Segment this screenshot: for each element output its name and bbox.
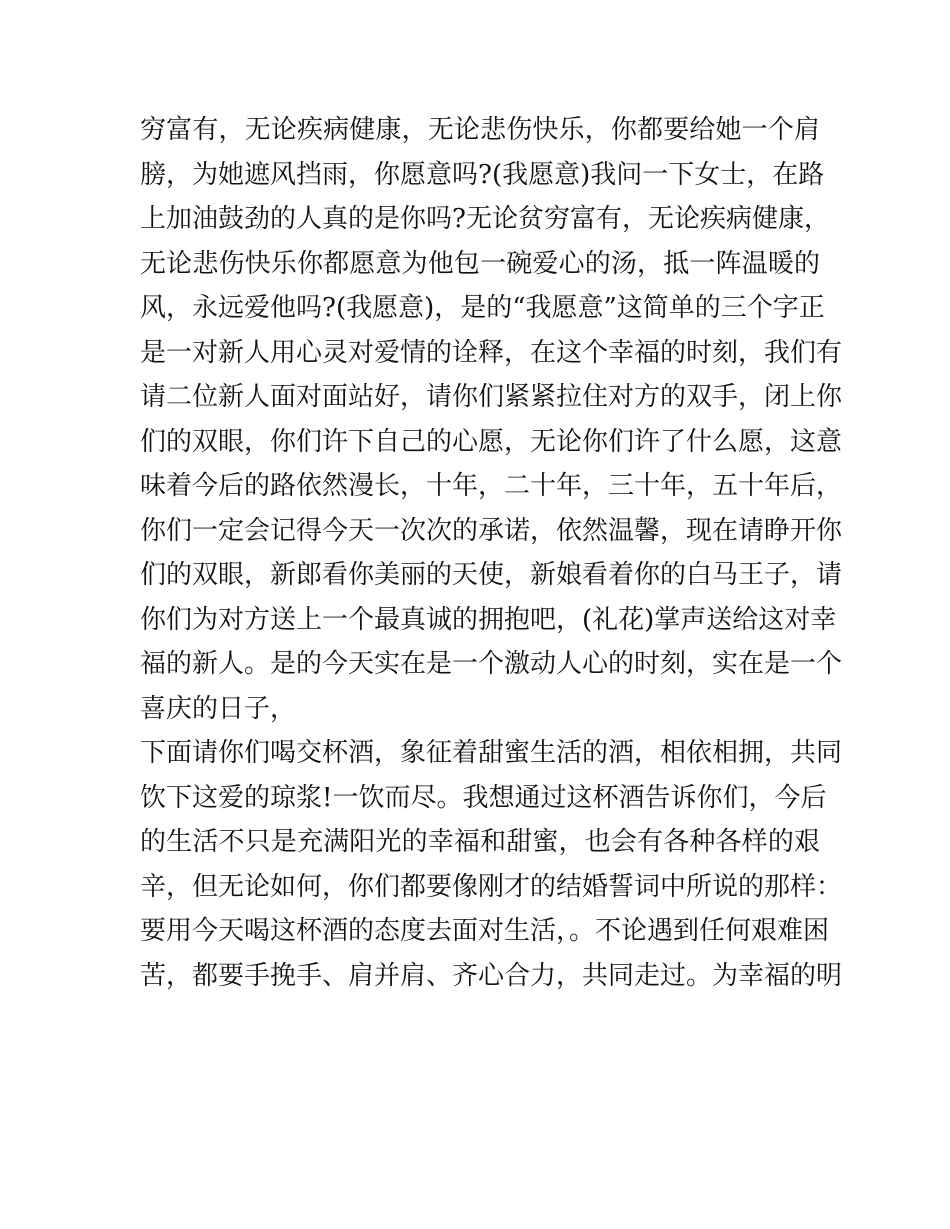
text-line: 辛，但无论如何，你们都要像刚才的结婚誓词中所说的那样： — [140, 871, 843, 902]
text-line: 你们一定会记得今天一次次的承诺，依然温馨，现在请睁开你 — [140, 515, 843, 546]
text-line: 上加油鼓劲的人真的是你吗?无论贫穷富有，无论疾病健康， — [140, 204, 830, 234]
text-line: 苦，都要手挽手、肩并肩、齐心合力，共同走过。为幸福的明 — [140, 960, 843, 991]
text-line: 的生活不只是充满阳光的幸福和甜蜜，也会有各种各样的艰 — [140, 827, 820, 857]
text-line: 穷富有，无论疾病健康，无论悲伤快乐，你都要给她一个肩 — [140, 115, 820, 145]
text-line: 膀，为她遮风挡雨，你愿意吗?(我愿意)我问一下女士，在路 — [140, 159, 825, 190]
text-line: 饮下这爱的琼浆!一饮而尽。我想通过这杯酒告诉你们，今后 — [140, 782, 827, 813]
text-line: 味着今后的路依然漫长，十年，二十年，三十年，五十年后， — [140, 471, 843, 501]
text-line: 福的新人。是的今天实在是一个激动人心的时刻，实在是一个 — [140, 649, 843, 679]
text-line: 喜庆的日子， — [140, 693, 297, 724]
text-line: 你们为对方送上一个最真诚的拥抱吧，(礼花)掌声送给这对幸 — [140, 604, 837, 635]
text-line: 请二位新人面对面站好，请你们紧紧拉住对方的双手，闭上你 — [140, 382, 843, 412]
text-line: 们的双眼，新郎看你美丽的天使，新娘看着你的白马王子，请 — [140, 560, 843, 590]
text-line: 是一对新人用心灵对爱情的诠释，在这个幸福的时刻，我们有 — [140, 337, 843, 368]
text-line: 风，永远爱他吗?(我愿意)，是的“我愿意”这简单的三个字正 — [140, 293, 825, 323]
text-line: 下面请你们喝交杯酒，象征着甜蜜生活的酒，相依相拥，共同 — [140, 738, 843, 768]
body-text — [140, 108, 843, 998]
text-line: 无论悲伤快乐你都愿意为他包一碗爱心的汤，抵一阵温暖的 — [140, 248, 820, 279]
text-line: 们的双眼，你们许下自己的心愿，无论你们许了什么愿，这意 — [140, 426, 843, 457]
text-line: 要用今天喝这杯酒的态度去面对生活，。不论遇到任何艰难困 — [140, 916, 830, 946]
